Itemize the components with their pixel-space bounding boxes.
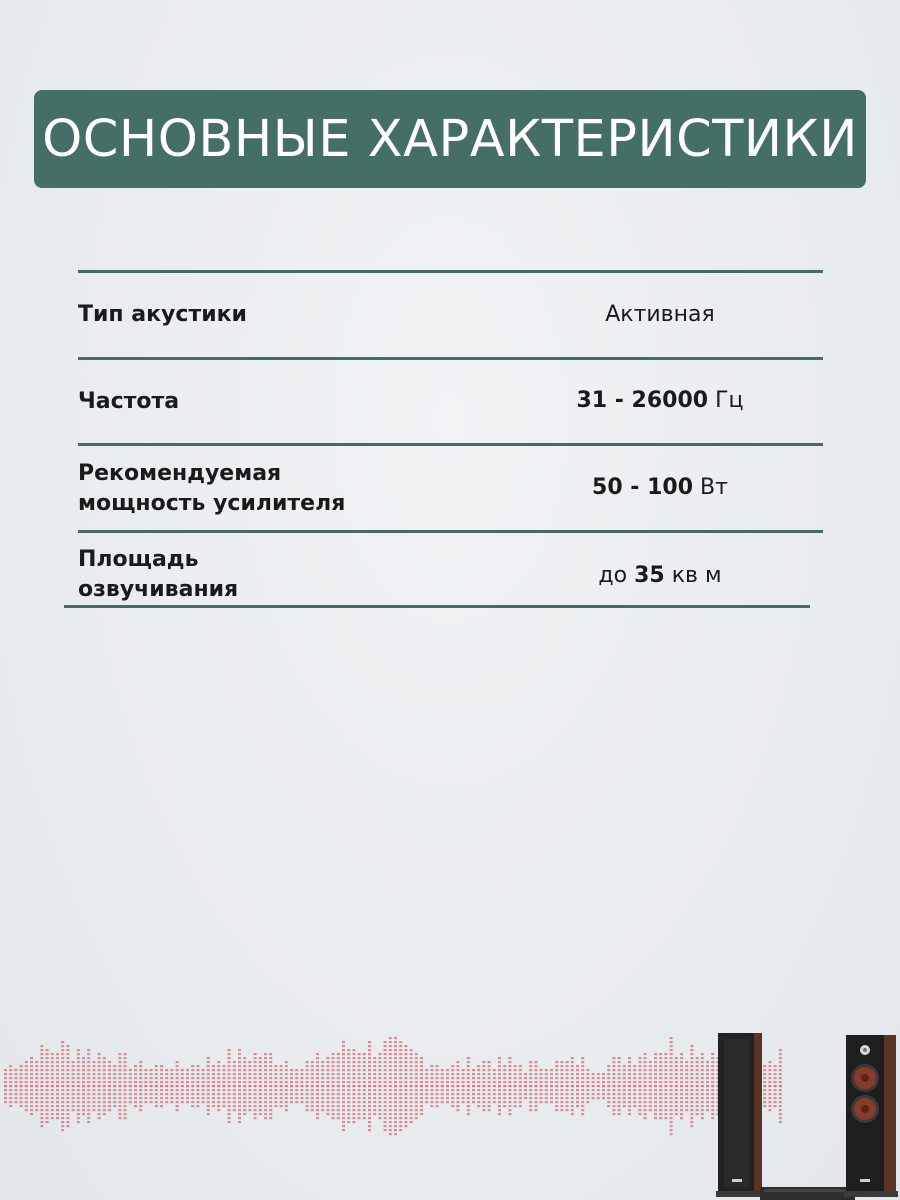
- spec-value: до 35 кв м: [598, 563, 722, 588]
- table-divider: [78, 357, 823, 360]
- table-divider: [78, 530, 823, 533]
- spec-label: Площадь озвучивания: [78, 547, 239, 602]
- speakers-image: [700, 1025, 900, 1200]
- spec-label: Рекомендуемая мощность усилителя: [78, 461, 346, 516]
- spec-value: Активная: [605, 302, 715, 327]
- table-divider: [78, 443, 823, 446]
- table-divider: [78, 270, 823, 273]
- amplifier-unit: [760, 1187, 855, 1200]
- table-divider: [64, 605, 810, 608]
- speaker-left: [716, 1033, 766, 1197]
- waveform-bars: [4, 1037, 782, 1135]
- spec-label: Частота: [78, 389, 180, 414]
- spec-value: 50 - 100 Вт: [592, 475, 728, 500]
- speaker-right: [844, 1035, 898, 1197]
- title-banner: [34, 90, 866, 188]
- page-title: ОСНОВНЫЕ ХАРАКТЕРИСТИКИ: [42, 109, 858, 169]
- spec-label: Тип акустики: [78, 302, 247, 327]
- spec-value: 31 - 26000 Гц: [576, 388, 744, 413]
